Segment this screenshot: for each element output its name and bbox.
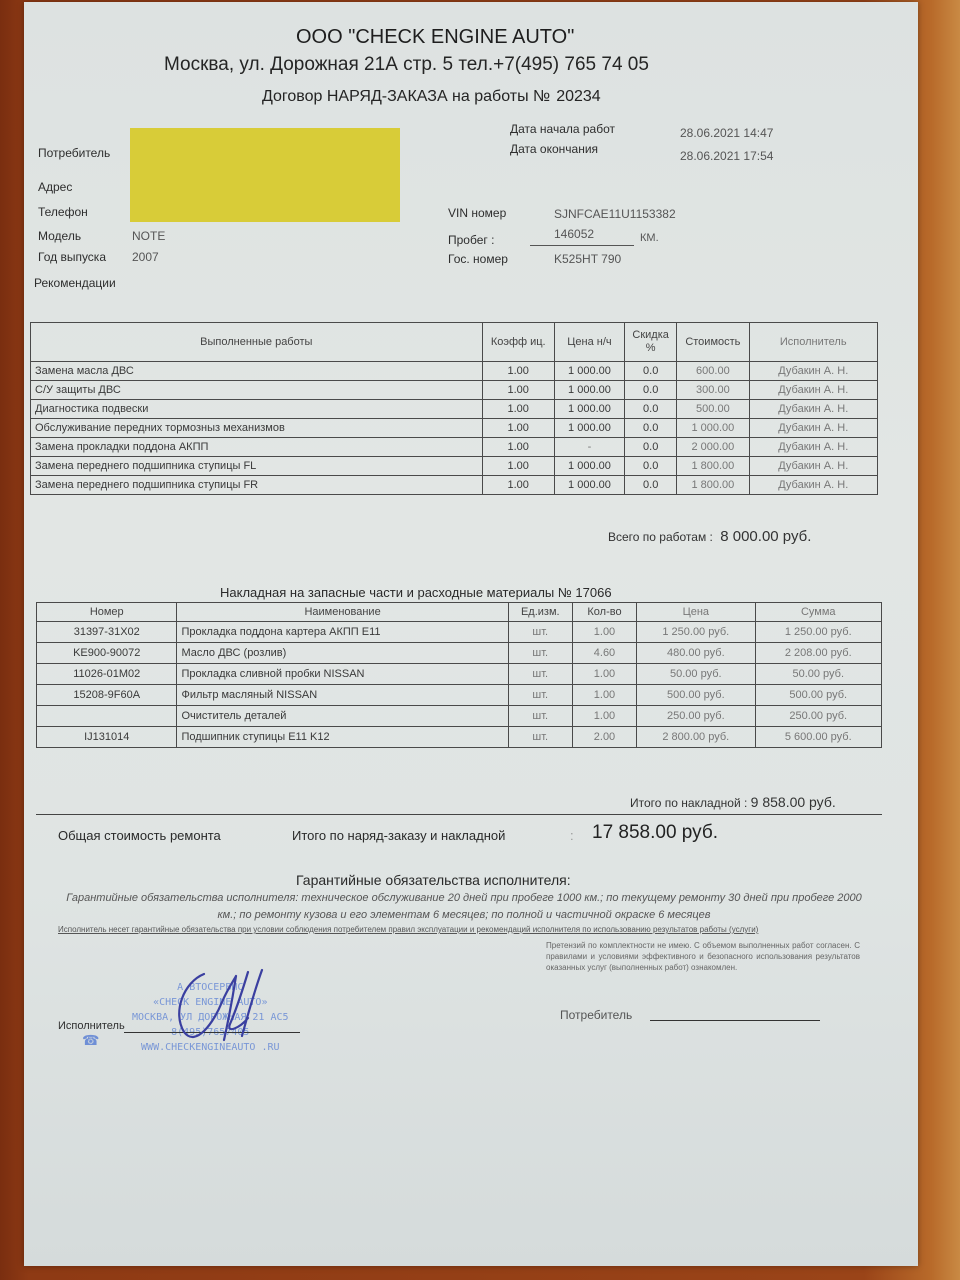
part-number: KE900-90072: [37, 643, 177, 664]
part-price: 480.00 руб.: [637, 643, 755, 664]
parts-row: [37, 622, 882, 643]
work-coef: 1.00: [482, 381, 554, 400]
part-qty: 2.00: [572, 727, 636, 748]
work-cost: 600.00: [677, 362, 749, 381]
work-name: Замена переднего подшипника ступицы FL: [31, 457, 483, 476]
works-row: [31, 362, 878, 381]
col-coef: Коэфф иц.: [482, 323, 554, 362]
works-row: [31, 476, 878, 495]
year-value: 2007: [132, 250, 159, 264]
recommendations-label: Рекомендации: [34, 276, 116, 290]
works-total-label: Всего по работам :: [608, 530, 713, 544]
works-total-value: 8 000.00 руб.: [720, 528, 812, 545]
executor-signature: [144, 962, 284, 1052]
work-rate: 1 000.00: [554, 476, 624, 495]
work-rate: 1 000.00: [554, 381, 624, 400]
parts-total: [630, 794, 836, 810]
part-price: 1 250.00 руб.: [637, 622, 755, 643]
work-order-document: [24, 2, 918, 1266]
parts-row: [37, 664, 882, 685]
stamp-line: WWW.CHECKENGINEAUTO .RU: [141, 1042, 280, 1053]
contract-number: 20234: [556, 88, 601, 105]
contract-title: [262, 88, 601, 106]
address-label: Адрес: [38, 180, 73, 194]
grand-total-sublabel: Итого по наряд-заказу и накладной: [292, 828, 506, 843]
parts-row: [37, 727, 882, 748]
part-qty: 4.60: [572, 643, 636, 664]
col-qty: Кол-во: [572, 603, 636, 622]
part-number: 31397-31X02: [37, 622, 177, 643]
work-discount: 0.0: [625, 419, 677, 438]
part-price: 500.00 руб.: [637, 685, 755, 706]
works-total: [608, 528, 811, 545]
parts-row: [37, 706, 882, 727]
work-name: Обслуживание передних тормозныз механизмов: [31, 419, 483, 438]
part-number: IJ131014: [37, 727, 177, 748]
parts-total-label: Итого по накладной :: [630, 796, 748, 810]
phone-icon: ☎: [82, 1032, 100, 1048]
stamp-line: А ВТОСЕРВИС: [177, 982, 244, 993]
phone-label: Телефон: [38, 205, 88, 219]
consumer-label: Потребитель: [38, 146, 111, 160]
warranty-text: Гарантийные обязательства исполнителя: техническое обслуживание 20 дней при пробеге 1000 км.; по текущему ремонту 30 дней при пробеге 2000 км.; по ремонту кузова и его элементам 6 месяцев; по полной и частичной окраске 6 месяцев: [66, 892, 862, 921]
end-date-value: 28.06.2021 17:54: [680, 149, 774, 163]
part-unit: шт.: [508, 664, 572, 685]
work-coef: 1.00: [482, 400, 554, 419]
part-sum: 500.00 руб.: [755, 685, 882, 706]
work-discount: 0.0: [625, 362, 677, 381]
work-rate: 1 000.00: [554, 362, 624, 381]
warranty-title: Гарантийные обязательства исполнителя:: [296, 872, 571, 888]
part-name: Масло ДВС (розлив): [177, 643, 508, 664]
work-rate: 1 000.00: [554, 457, 624, 476]
plate-value: K525HT 790: [554, 252, 622, 266]
work-cost: 1 800.00: [677, 476, 749, 495]
works-row: [31, 438, 878, 457]
col-part-number: Номер: [37, 603, 177, 622]
work-cost: 1 800.00: [677, 457, 749, 476]
part-name: Прокладка сливной пробки NISSAN: [177, 664, 508, 685]
works-row: [31, 419, 878, 438]
works-row: [31, 457, 878, 476]
parts-header-row: [37, 603, 882, 622]
stamp-line: МОСКВА, УЛ ДОРОЖНАЯ 21 АС5: [132, 1012, 289, 1023]
work-executor: Дубакин А. Н.: [749, 419, 878, 438]
part-unit: шт.: [508, 622, 572, 643]
part-qty: 1.00: [572, 622, 636, 643]
part-name: Подшипник ступицы E11 K12: [177, 727, 508, 748]
parts-invoice-title: Накладная на запасные части и расходные материалы № 17066: [220, 585, 612, 600]
part-qty: 1.00: [572, 685, 636, 706]
work-name: С/У защиты ДВС: [31, 381, 483, 400]
end-date-label: Дата окончания: [510, 142, 599, 156]
parts-row: [37, 643, 882, 664]
work-coef: 1.00: [482, 476, 554, 495]
col-rate: Цена н/ч: [554, 323, 624, 362]
part-sum: 250.00 руб.: [755, 706, 882, 727]
mileage-unit: КМ.: [640, 232, 659, 244]
work-executor: Дубакин А. Н.: [749, 362, 878, 381]
divider: [36, 814, 882, 815]
works-table: [30, 322, 878, 495]
work-executor: Дубакин А. Н.: [749, 476, 878, 495]
start-date-label: Дата начала работ: [510, 122, 616, 136]
grand-total-label: Общая стоимость ремонта: [58, 828, 221, 843]
col-executor: Исполнитель: [749, 323, 878, 362]
part-price: 50.00 руб.: [637, 664, 755, 685]
part-price: 2 800.00 руб.: [637, 727, 755, 748]
start-date-value: 28.06.2021 14:47: [680, 126, 774, 140]
company-address: Москва, ул. Дорожная 21А стр. 5 тел.+7(495) 765 74 05: [164, 54, 649, 75]
redacted-customer-info: [130, 128, 400, 222]
part-sum: 2 208.00 руб.: [755, 643, 882, 664]
parts-row: [37, 685, 882, 706]
year-label: Год выпуска: [38, 250, 106, 264]
col-unit: Ед.изм.: [508, 603, 572, 622]
work-cost: 300.00: [677, 381, 749, 400]
work-discount: 0.0: [625, 476, 677, 495]
work-discount: 0.0: [625, 400, 677, 419]
work-discount: 0.0: [625, 457, 677, 476]
parts-table: [36, 602, 882, 748]
part-name: Прокладка поддона картера АКПП E11: [177, 622, 508, 643]
work-rate: 1 000.00: [554, 400, 624, 419]
work-discount: 0.0: [625, 381, 677, 400]
works-header-row: [31, 323, 878, 362]
work-cost: 1 000.00: [677, 419, 749, 438]
col-price: Цена: [637, 603, 755, 622]
col-cost: Стоимость: [677, 323, 749, 362]
work-name: Диагностика подвески: [31, 400, 483, 419]
vin-label: VIN номер: [448, 206, 507, 220]
consumer-signature-label: Потребитель: [560, 1008, 633, 1022]
work-name: Замена прокладки поддона АКПП: [31, 438, 483, 457]
part-price: 250.00 руб.: [637, 706, 755, 727]
grand-total-separator: :: [570, 828, 574, 843]
work-executor: Дубакин А. Н.: [749, 457, 878, 476]
work-coef: 1.00: [482, 362, 554, 381]
col-discount: Скидка %: [625, 323, 677, 362]
part-sum: 50.00 руб.: [755, 664, 882, 685]
mileage-value: 146052: [530, 227, 634, 246]
parts-total-value: 9 858.00 руб.: [750, 794, 836, 810]
part-unit: шт.: [508, 727, 572, 748]
work-cost: 2 000.00: [677, 438, 749, 457]
works-row: [31, 400, 878, 419]
work-rate: 1 000.00: [554, 419, 624, 438]
stamp-line: «CHECK ENGINE AUTO»: [153, 997, 268, 1008]
part-qty: 1.00: [572, 664, 636, 685]
part-number: 11026-01M02: [37, 664, 177, 685]
part-name: Фильтр масляный NISSAN: [177, 685, 508, 706]
mileage-label: Пробег :: [448, 233, 495, 247]
warranty-note: Исполнитель несет гарантийные обязательства при условии соблюдения потребителем правил эксплуатации и рекомендаций исполнителя по использованию результатов работы (услуги): [58, 925, 759, 934]
work-executor: Дубакин А. Н.: [749, 400, 878, 419]
company-name: ООО "CHECK ENGINE AUTO": [296, 26, 575, 48]
model-value: NOTE: [132, 229, 166, 243]
work-coef: 1.00: [482, 457, 554, 476]
part-qty: 1.00: [572, 706, 636, 727]
part-unit: шт.: [508, 706, 572, 727]
work-discount: 0.0: [625, 438, 677, 457]
part-sum: 1 250.00 руб.: [755, 622, 882, 643]
works-row: [31, 381, 878, 400]
work-cost: 500.00: [677, 400, 749, 419]
part-name: Очиститель деталей: [177, 706, 508, 727]
grand-total-value: 17 858.00 руб.: [592, 822, 719, 843]
work-name: Замена переднего подшипника ступицы FR: [31, 476, 483, 495]
work-executor: Дубакин А. Н.: [749, 438, 878, 457]
work-executor: Дубакин А. Н.: [749, 381, 878, 400]
part-number: 15208-9F60A: [37, 685, 177, 706]
part-sum: 5 600.00 руб.: [755, 727, 882, 748]
work-coef: 1.00: [482, 419, 554, 438]
consumer-signature-line: [650, 1020, 820, 1021]
work-name: Замена масла ДВС: [31, 362, 483, 381]
plate-label: Гос. номер: [448, 252, 508, 266]
executor-label: Исполнитель: [58, 1020, 125, 1032]
col-sum: Сумма: [755, 603, 882, 622]
part-unit: шт.: [508, 643, 572, 664]
consumer-claims-statement: Претензий по комплектности не имею. С объемом выполненных работ согласен. С правилами и условиями эффективного и безопасного использования результатов оказанных услуг (выполненных работ) ознакомлен.: [546, 941, 860, 972]
contract-label: Договор НАРЯД-ЗАКАЗА на работы №: [262, 88, 551, 105]
col-works: Выполненные работы: [31, 323, 483, 362]
part-unit: шт.: [508, 685, 572, 706]
work-rate: -: [554, 438, 624, 457]
work-coef: 1.00: [482, 438, 554, 457]
col-part-name: Наименование: [177, 603, 508, 622]
model-label: Модель: [38, 229, 82, 243]
part-number: [37, 706, 177, 727]
vin-value: SJNFCAE11U1153382: [554, 207, 676, 221]
